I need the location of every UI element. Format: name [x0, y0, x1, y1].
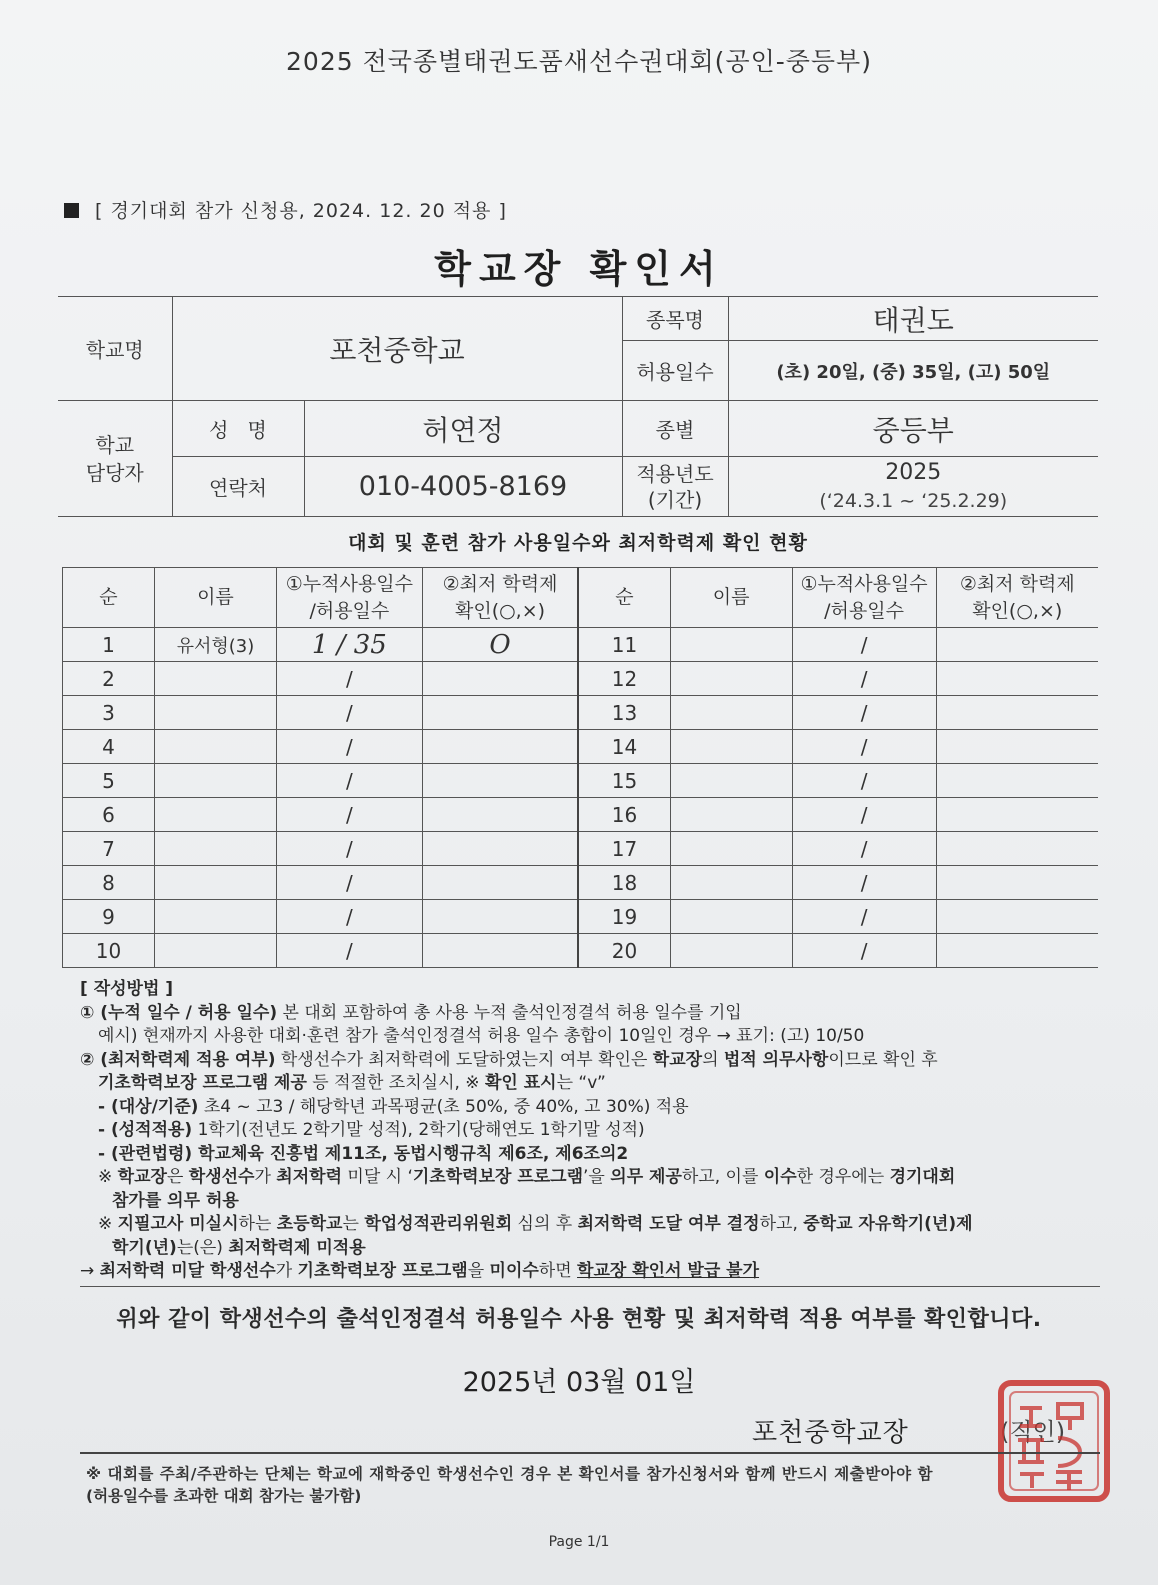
header-check-left: ②최저 학력제 확인(○,×): [422, 568, 578, 628]
participation-rows: [63, 628, 1099, 968]
sn2-e: 는: [342, 1214, 365, 1234]
row-check-right: [936, 798, 1098, 832]
period-cell: [728, 457, 1098, 517]
sn2-f: 학업성적관리위원회: [364, 1214, 513, 1234]
row-check-right: [936, 900, 1098, 934]
sn1-l: 이수: [763, 1167, 797, 1187]
table-row: [63, 900, 1099, 934]
allowed-days-label: 허용일수: [622, 341, 728, 401]
event-name-label: 종목명: [622, 297, 728, 341]
row-days-left: /: [276, 730, 422, 764]
school-info-table: [58, 296, 1098, 517]
note-1-example: 예시) 현재까지 사용한 대회·훈련 참가 출석인정결석 허용 일수 총합이 10일인 경우 → 표기: (고) 10/50: [98, 1026, 865, 1046]
note-2-line-2-text-2: 는 “v”: [556, 1073, 606, 1093]
section-title: 대회 및 훈련 참가 사용일수와 최저학력제 확인 현황: [348, 532, 808, 554]
row-no-right: 19: [578, 900, 670, 934]
row-name-right: [670, 764, 792, 798]
row-check-left: [422, 696, 578, 730]
row-check-left: [422, 730, 578, 764]
issue-date: 2025년 03월 01일: [462, 1367, 696, 1398]
row-name-right: [670, 934, 792, 968]
row-check-left: [422, 798, 578, 832]
row-days-right: /: [792, 662, 936, 696]
row-check-right: [936, 866, 1098, 900]
table-row: [63, 798, 1099, 832]
principal-title: 포천중학교장: [752, 1418, 909, 1448]
table-row: [63, 662, 1099, 696]
row-days-right: /: [792, 832, 936, 866]
special-note-2: [80, 1213, 1100, 1237]
sn1-h: 기초학력보장 프로그램: [412, 1167, 584, 1187]
row-no-right: 18: [578, 866, 670, 900]
instructions: [80, 978, 1100, 1284]
row-check-right: [936, 696, 1098, 730]
footer-note-1: ※ 대회를 주최/주관하는 단체는 학교에 재학중인 학생선수인 경우 본 확인서를 참가신청서와 함께 반드시 제출받아야 함: [86, 1465, 933, 1483]
note-1: [80, 1002, 1100, 1026]
row-no-left: 3: [63, 696, 155, 730]
header-days-right: ①누적사용일수 /허용일수: [792, 568, 936, 628]
note-2-line-2: [80, 1072, 1100, 1096]
table-row: [63, 832, 1099, 866]
arrow-g: 하면: [538, 1261, 578, 1281]
manager-name-value: 허연정: [304, 401, 622, 457]
school-name-label: 학교명: [58, 297, 172, 401]
bullet-target-title: - (대상/기준): [98, 1096, 199, 1117]
event-name-value: 태권도: [728, 297, 1098, 341]
arrow-b: 최저학력 미달 학생선수: [99, 1261, 276, 1281]
table-row: [63, 764, 1099, 798]
note-2-line-2-bold-2: 확인 표시: [484, 1073, 557, 1093]
note-2-title: ② (최저학력제 적용 여부): [80, 1049, 276, 1070]
table-row: [63, 628, 1099, 662]
sn2-line-2-a: 학기(년): [112, 1237, 177, 1258]
row-check-left: [422, 900, 578, 934]
row-name-left: [154, 934, 276, 968]
note-2-text-1: 학생선수가 최저학력에 도달하였는지 여부 확인은: [275, 1049, 653, 1070]
sn2-i: 하고,: [759, 1214, 804, 1234]
row-days-left: 1 / 35: [276, 628, 422, 662]
row-check-right: [936, 764, 1098, 798]
seal-glyphs: [1018, 1404, 1082, 1490]
special-note-1-line-2: [80, 1190, 1100, 1214]
note-1-text: 본 대회 포함하여 총 사용 누적 출석인정결석 허용 일수를 기입: [277, 1002, 742, 1023]
sn1-line-2: 참가를 의무 허용: [112, 1190, 239, 1211]
row-name-left: [154, 730, 276, 764]
row-name-left: [154, 866, 276, 900]
row-no-left: 2: [63, 662, 155, 696]
row-name-right: [670, 900, 792, 934]
table-row: [63, 934, 1099, 968]
school-manager-label: 학교 담당자: [58, 401, 172, 517]
row-days-right: /: [792, 900, 936, 934]
row-days-left: /: [276, 798, 422, 832]
row-name-right: [670, 798, 792, 832]
arrow-a: →: [80, 1261, 100, 1281]
row-no-left: 1: [63, 628, 155, 662]
row-no-left: 7: [63, 832, 155, 866]
arrow-e: 을: [467, 1261, 490, 1281]
row-name-left: [154, 696, 276, 730]
row-days-right: /: [792, 696, 936, 730]
row-no-right: 17: [578, 832, 670, 866]
arrow-f: 미이수: [489, 1261, 539, 1281]
row-check-right: [936, 934, 1098, 968]
note-2-line-2-text: 등 적절한 조치실시, ※: [306, 1073, 485, 1093]
allowed-days-value: (초) 20일, (중) 35일, (고) 50일: [728, 341, 1098, 401]
arrow-h: 학교장 확인서 발급 불가: [577, 1261, 760, 1281]
row-check-left: [422, 866, 578, 900]
bullet-law-title: - (관련법령): [98, 1143, 193, 1164]
sn1-d: 학생선수: [188, 1167, 255, 1187]
row-days-right: /: [792, 798, 936, 832]
sn1-m: 한 경우에는: [796, 1167, 890, 1187]
bullet-grades: [80, 1119, 1100, 1143]
page-number: Page 1/1: [548, 1534, 610, 1550]
row-check-left: [422, 934, 578, 968]
notice-text: [ 경기대회 참가 신청용, 2024. 12. 20 적용 ]: [95, 200, 507, 222]
row-check-left: [422, 764, 578, 798]
row-name-left: [154, 798, 276, 832]
contact-label: 연락처: [172, 457, 304, 517]
row-check-right: [936, 628, 1098, 662]
row-check-right: [936, 832, 1098, 866]
sn1-e: 가: [254, 1167, 277, 1187]
note-2-text-2: 의: [702, 1049, 724, 1070]
row-no-right: 15: [578, 764, 670, 798]
period-range: (‘24.3.1 ~ ‘25.2.29): [819, 489, 1008, 512]
row-name-left: [154, 900, 276, 934]
arrow-note: [80, 1260, 1100, 1284]
row-no-right: 16: [578, 798, 670, 832]
row-days-right: /: [792, 628, 936, 662]
row-no-right: 13: [578, 696, 670, 730]
special-note-1: [80, 1166, 1100, 1190]
bullet-grades-text: 1학기(전년도 2학기말 성적), 2학기(당해연도 1학기말 성적): [192, 1120, 645, 1140]
note-2-bold-3: 법적 의무사항: [723, 1049, 829, 1070]
note-2-bold-2: 학교장: [652, 1049, 703, 1070]
divider-line: [80, 1286, 1100, 1287]
sn1-a: ※: [98, 1167, 118, 1187]
participation-table: [62, 567, 1098, 968]
period-label: 적용년도 (기간): [622, 457, 728, 517]
sn2-d: 초등학교: [276, 1214, 343, 1234]
row-days-left: /: [276, 662, 422, 696]
row-check-right: [936, 662, 1098, 696]
table-row: [63, 730, 1099, 764]
header-days-left: ①누적사용일수 /허용일수: [276, 568, 422, 628]
bullet-law-text: 학교체육 진흥법 제11조, 동법시행규칙 제6조, 제6조의2: [192, 1143, 629, 1164]
document-title: 학교장 확인서: [434, 247, 724, 291]
header-no-left: 순: [63, 568, 155, 628]
contact-value: 010-4005-8169: [304, 457, 622, 517]
period-year: 2025: [885, 459, 942, 485]
row-no-right: 20: [578, 934, 670, 968]
sn1-g: 미달 시 ‘: [342, 1167, 413, 1187]
row-no-left: 6: [63, 798, 155, 832]
footer-divider: [80, 1452, 1100, 1454]
official-seal-label: (직인): [1000, 1418, 1066, 1446]
row-name-right: [670, 730, 792, 764]
row-name-right: [670, 696, 792, 730]
confirmation-statement: 위와 같이 학생선수의 출석인정결석 허용일수 사용 현황 및 최저학력 적용 여부를 확인합니다.: [116, 1307, 1042, 1332]
sn1-k: 하고, 이를: [681, 1167, 764, 1187]
sn1-f: 최저학력: [276, 1167, 342, 1187]
note-2: [80, 1049, 1100, 1073]
row-name-right: [670, 832, 792, 866]
row-no-left: 4: [63, 730, 155, 764]
school-name-value: 포천중학교: [172, 297, 622, 401]
special-note-2-line-2: [80, 1237, 1100, 1261]
sn1-c: 은: [166, 1167, 189, 1187]
row-no-left: 8: [63, 866, 155, 900]
row-no-left: 5: [63, 764, 155, 798]
row-check-right: [936, 730, 1098, 764]
official-seal-stamp-icon: [996, 1378, 1112, 1504]
footer-note-2: (허용일수를 초과한 대회 참가는 불가함): [86, 1487, 362, 1505]
bullet-target: [80, 1096, 1100, 1120]
notice-line: [64, 196, 507, 223]
manager-name-label: 성 명: [172, 401, 304, 457]
sn2-b: 지필고사 미실시: [117, 1214, 239, 1234]
header-name-left: 이름: [154, 568, 276, 628]
row-name-right: [670, 866, 792, 900]
bullet-target-text: 초4 ~ 고3 / 해당학년 과목평균(초 50%, 중 40%, 고 30%) 적용: [198, 1096, 689, 1117]
header-name-right: 이름: [670, 568, 792, 628]
sn2-line-2-c: 최저학력제 미적용: [228, 1237, 366, 1258]
header-check-right: ②최저 학력제 확인(○,×): [936, 568, 1098, 628]
row-no-right: 12: [578, 662, 670, 696]
bullet-grades-title: - (성적적용): [98, 1120, 193, 1140]
arrow-c: 가: [275, 1261, 298, 1281]
row-days-right: /: [792, 764, 936, 798]
row-days-left: /: [276, 866, 422, 900]
sn2-a: ※: [98, 1214, 118, 1234]
row-days-left: /: [276, 832, 422, 866]
event-title: 2025 전국종별태권도품새선수권대회(공인-중등부): [286, 47, 872, 76]
instructions-heading: [ 작성방법 ]: [80, 979, 174, 999]
row-days-left: /: [276, 764, 422, 798]
row-check-left: O: [422, 628, 578, 662]
sn2-line-2-b: 는(은): [176, 1237, 229, 1258]
sn1-j: 의무 제공: [610, 1167, 682, 1187]
row-name-left: [154, 832, 276, 866]
row-days-right: /: [792, 934, 936, 968]
row-name-left: [154, 764, 276, 798]
row-check-left: [422, 832, 578, 866]
note-1-title: ① (누적 일수 / 허용 일수): [80, 1002, 278, 1023]
sn1-i: ’을: [583, 1167, 611, 1187]
sn2-h: 최저학력 도달 여부 결정: [577, 1214, 760, 1234]
sn2-g: 심의 후: [512, 1214, 578, 1234]
table-row: [63, 866, 1099, 900]
row-days-left: /: [276, 934, 422, 968]
row-name-left: [154, 662, 276, 696]
row-no-right: 14: [578, 730, 670, 764]
row-days-left: /: [276, 900, 422, 934]
row-name-left: 유서형(3): [154, 628, 276, 662]
arrow-d: 기초학력보장 프로그램: [297, 1261, 468, 1281]
row-name-right: [670, 662, 792, 696]
sn1-n: 경기대회: [889, 1167, 956, 1187]
row-check-left: [422, 662, 578, 696]
row-no-right: 11: [578, 628, 670, 662]
sn2-c: 하는: [238, 1214, 277, 1234]
row-no-left: 9: [63, 900, 155, 934]
square-bullet-icon: [64, 203, 79, 218]
row-name-right: [670, 628, 792, 662]
row-days-right: /: [792, 866, 936, 900]
note-2-text-3: 이므로 확인 후: [828, 1049, 938, 1070]
sn1-b: 학교장: [117, 1167, 167, 1187]
row-days-right: /: [792, 730, 936, 764]
seal-outer-border: [1001, 1383, 1107, 1499]
header-no-right: 순: [578, 568, 670, 628]
row-days-left: /: [276, 696, 422, 730]
category-label: 종별: [622, 401, 728, 457]
category-value: 중등부: [728, 401, 1098, 457]
sn2-j: 중학교 자유학기(년)제: [803, 1214, 973, 1234]
table-row: [63, 696, 1099, 730]
bullet-law: [80, 1143, 1100, 1167]
row-no-left: 10: [63, 934, 155, 968]
note-2-line-2-bold: 기초학력보장 프로그램 제공: [98, 1073, 307, 1093]
